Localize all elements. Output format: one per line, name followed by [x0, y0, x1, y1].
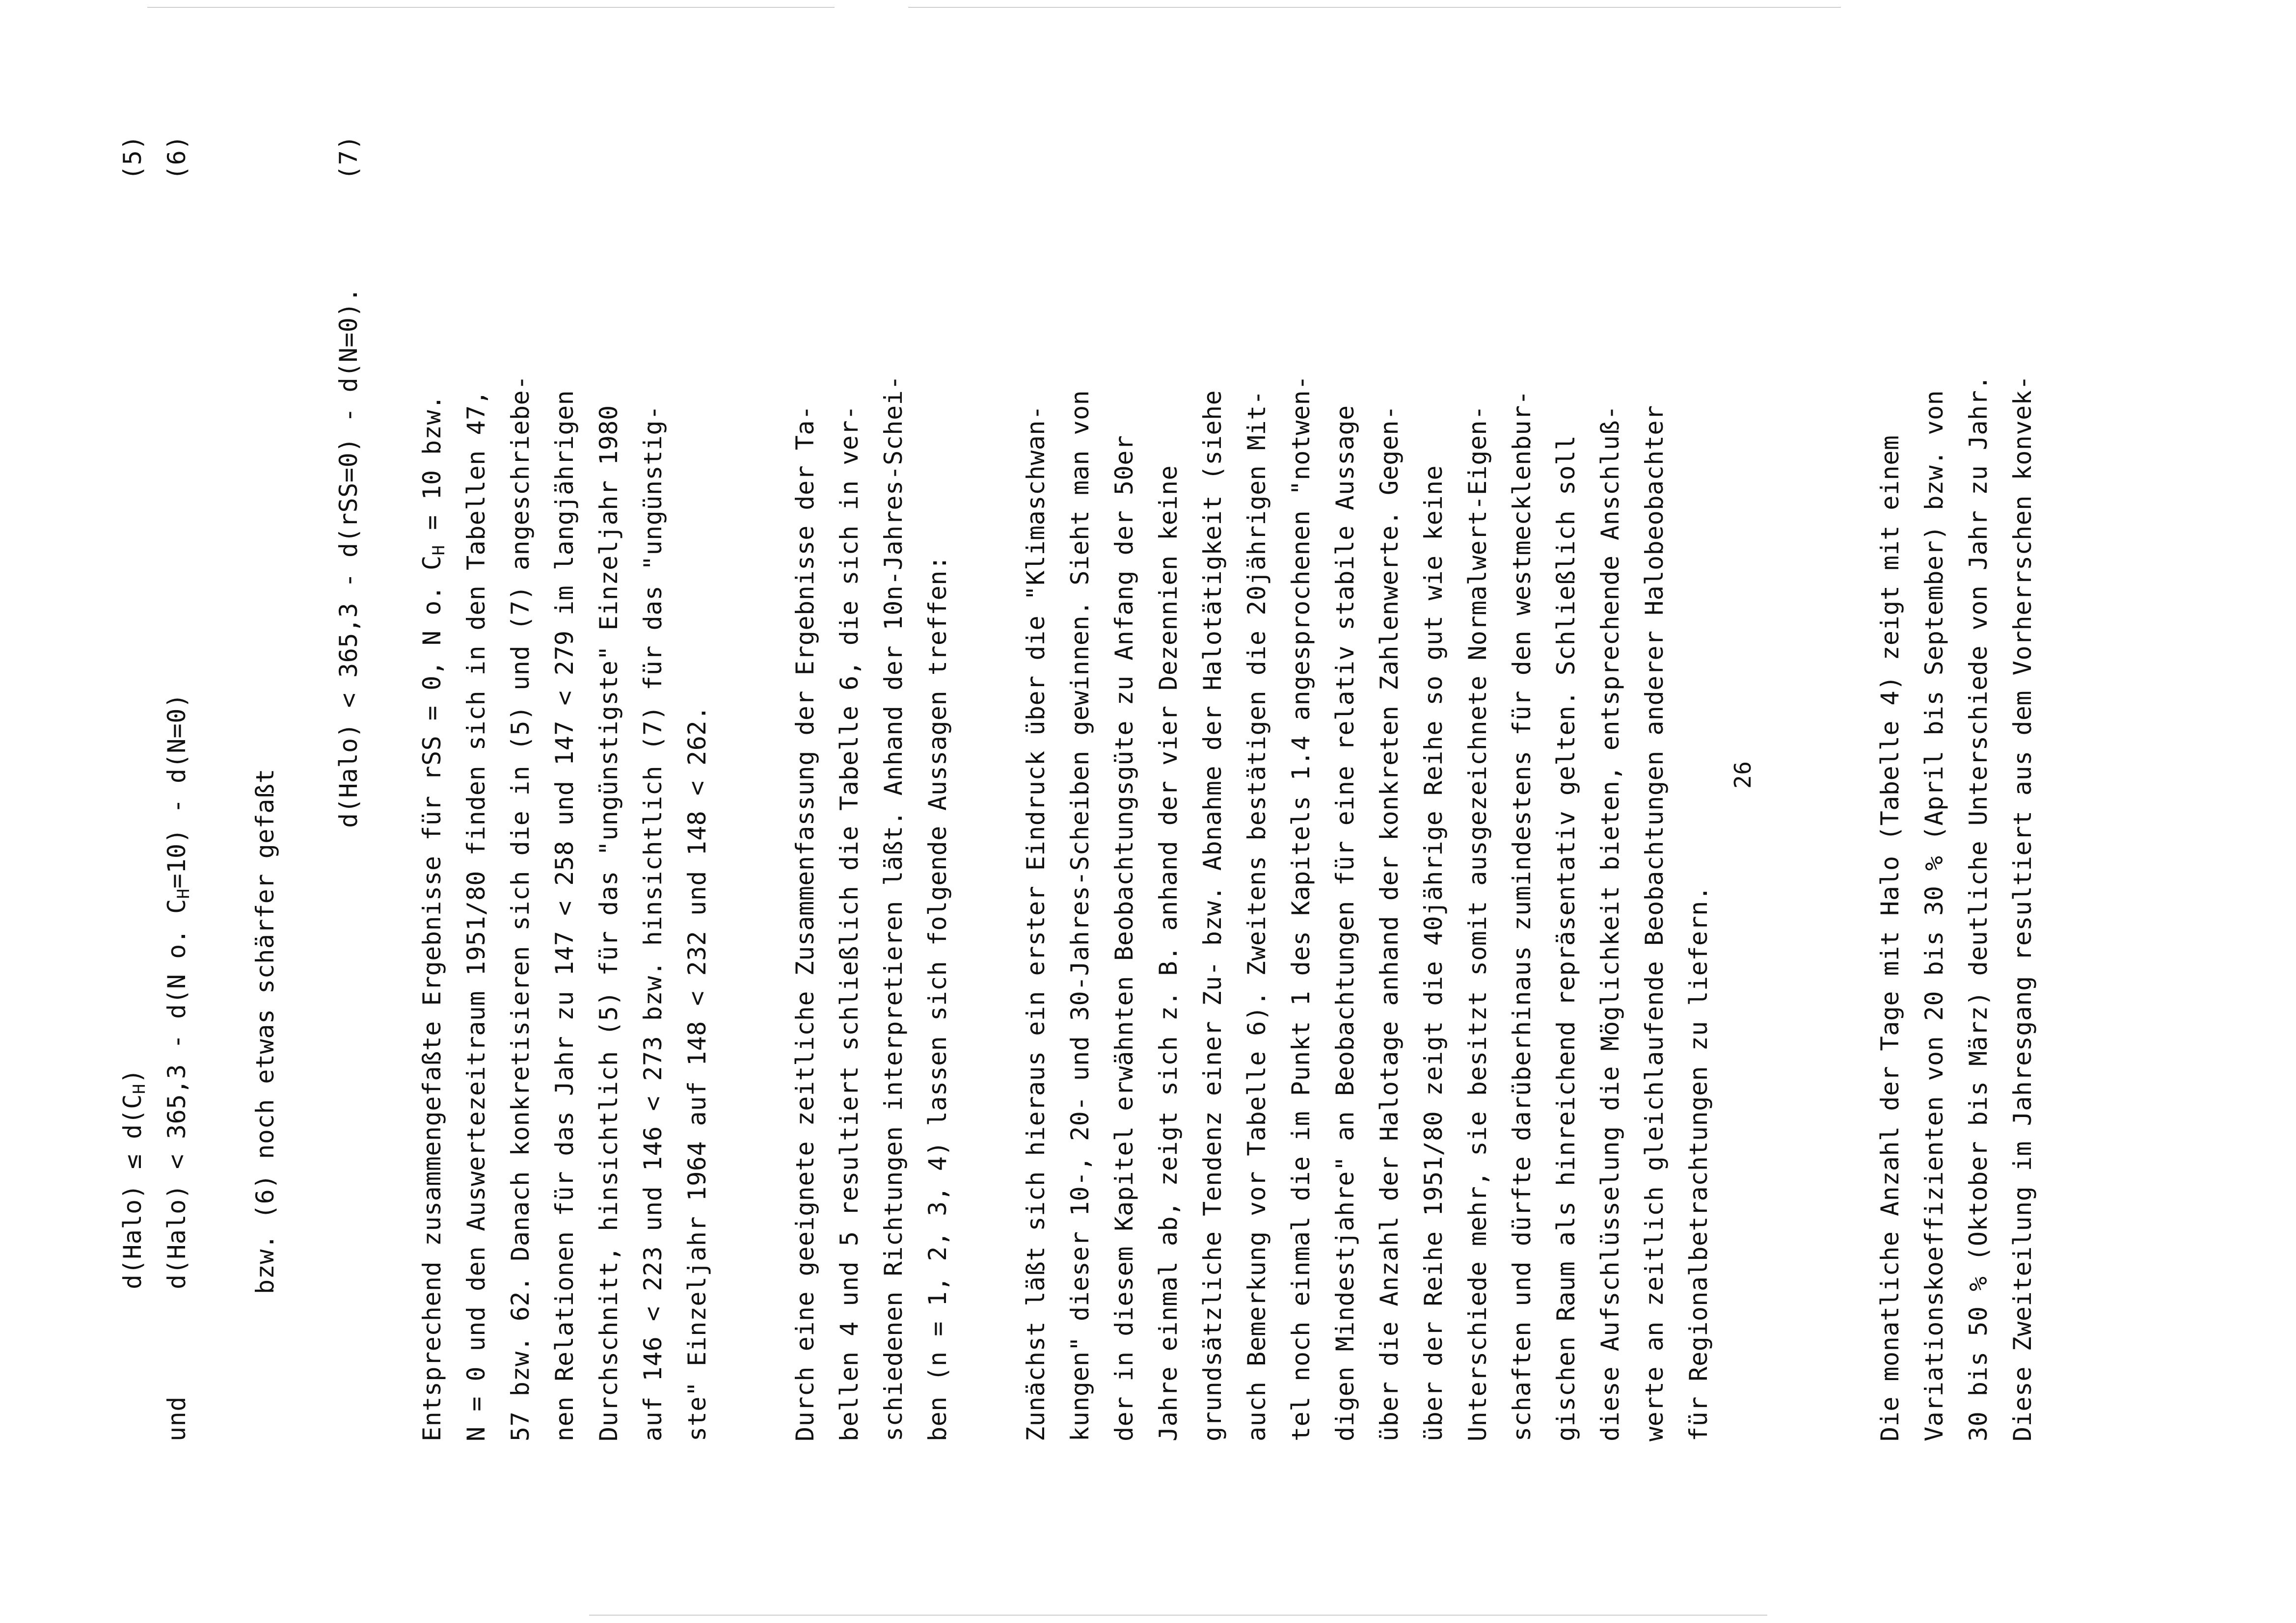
- para3-line8: digen Mindestjahre" an Beobachtungen für eine relativ stabile Aussage: [1331, 405, 1359, 1441]
- para2-line4: ben (n = 1, 2, 3, 4) lassen sich folgende Aussagen treffen:: [923, 555, 952, 1441]
- eq5-rhs: ): [118, 1068, 147, 1084]
- equation-7-number: (7): [334, 135, 363, 180]
- para3-line16: für Regionalbetrachtungen zu liefern.: [1684, 885, 1713, 1441]
- para4-line2: Variationskoeffizienten von 20 bis 30 % (April bis September) bzw. von: [1920, 390, 1948, 1441]
- para3-line12: schaften und dürfte darüberhinaus zumindestens für den westmecklenbur-: [1508, 390, 1536, 1441]
- eq6-subscript: H: [174, 888, 193, 899]
- para3-line10: über der Reihe 1951/80 zeigt die 40jährige Reihe so gut wie keine: [1419, 465, 1448, 1441]
- para1-line1: Entsprechend zusammengefaßte Ergebnisse für rSS = 0, N o. $C_H = 10$ bzw.: [418, 395, 449, 1441]
- para1-line4: nen Relationen für das Jahr zu 147 < 258 und 147 < 279 im langjährigen: [550, 390, 579, 1441]
- para4-line3: 30 bis 50 % (Oktober bis März) deutliche Unterschiede von Jahr zu Jahr.: [1964, 375, 1993, 1441]
- eq6-part-a: d(Halo) < 365,3 - d(N o. C: [162, 899, 191, 1289]
- eq5-lhs: d(Halo) ≤ d(C: [118, 1094, 147, 1289]
- bridge-text: bzw. (6) noch etwas schärfer gefaßt: [251, 768, 279, 1294]
- page-number: 26: [1729, 761, 1756, 789]
- para1-line2: N = 0 und den Auswertezeitraum 1951/80 finden sich in den Tabellen 47,: [462, 390, 490, 1441]
- para3-line2: kungen" dieser 10-, 20- und 30-Jahres-Scheiben gewinnen. Sieht man von: [1066, 390, 1094, 1441]
- para3-line14: diese Aufschlüsselung die Möglichkeit bieten, entsprechende Anschluß-: [1596, 405, 1624, 1441]
- equation-6: [152, 693, 201, 1290]
- equation-5: [108, 1069, 157, 1289]
- para3-line7: tel noch einmal die im Punkt 1 des Kapitels 1.4 angesprochenen "notwen-: [1287, 375, 1315, 1441]
- eq5-subscript: H: [130, 1084, 149, 1094]
- para3-line5: grundsätzliche Tendenz einer Zu- bzw. Abnahme der Halotätigkeit (siehe: [1198, 390, 1227, 1441]
- equation-5-number: (5): [118, 135, 147, 180]
- para3-line1: Zunächst läßt sich hieraus ein erster Eindruck über die "Klimaschwan-: [1022, 405, 1050, 1441]
- para3-line9: über die Anzahl der Halotage anhand der konkreten Zahlenwerte. Gegen-: [1375, 405, 1404, 1441]
- para2-line2: bellen 4 und 5 resultiert schließlich die Tabelle 6, die sich in ver-: [835, 405, 864, 1441]
- para1-line5: Durchschnitt, hinsichtlich (5) für das "ungünstigste" Einzeljahr 1980: [594, 405, 623, 1441]
- para1-line6: auf 146 < 223 und 146 < 273 bzw. hinsichtlich (7) für das "ungünstig-: [639, 405, 667, 1441]
- para2-line1: Durch eine geeignete zeitliche Zusammenfassung der Ergebnisse der Ta-: [791, 405, 819, 1441]
- para3-line4: Jahre einmal ab, zeigt sich z. B. anhand der vier Dezennien keine: [1154, 465, 1183, 1441]
- para1-line3: 57 bzw. 62. Danach konkretisieren sich die in (5) und (7) angeschriebe-: [506, 375, 535, 1441]
- equation-6-prefix: und: [162, 1396, 191, 1441]
- eq6-part-b: =10) - d(N=0): [162, 693, 191, 889]
- para3-line6: auch Bemerkung vor Tabelle 6). Zweitens bestätigen die 20jährigen Mit-: [1243, 390, 1271, 1441]
- para4-line1: Die monatliche Anzahl der Tage mit Halo (Tabelle 4) zeigt mit einem: [1876, 435, 1904, 1441]
- para4-line4: Diese Zweiteilung im Jahresgang resultiert aus dem Vorherrschen konvek-: [2008, 375, 2037, 1441]
- equation-6-number: (6): [162, 135, 191, 180]
- equation-7: d(Halo) < 365,3 - d(rSS=0) - d(N=0).: [334, 287, 363, 828]
- para3-line15: werte an zeitlich gleichlaufende Beobachtungen anderer Halobeobachter: [1640, 405, 1669, 1441]
- para3-line3: der in diesem Kapitel erwähnten Beobachtungsgüte zu Anfang der 50er: [1110, 435, 1138, 1441]
- para2-line3: schiedenen Richtungen interpretieren läßt. Anhand der 10n-Jahres-Schei-: [879, 375, 908, 1441]
- para3-line13: gischen Raum als hinreichend repräsentativ gelten. Schließlich soll: [1552, 435, 1580, 1441]
- para1-line7: ste" Einzeljahr 1964 auf 148 < 232 und 148 < 262.: [683, 705, 711, 1441]
- para3-line11: Unterschiede mehr, sie besitzt somit ausgezeichnete Normalwert-Eigen-: [1463, 405, 1492, 1441]
